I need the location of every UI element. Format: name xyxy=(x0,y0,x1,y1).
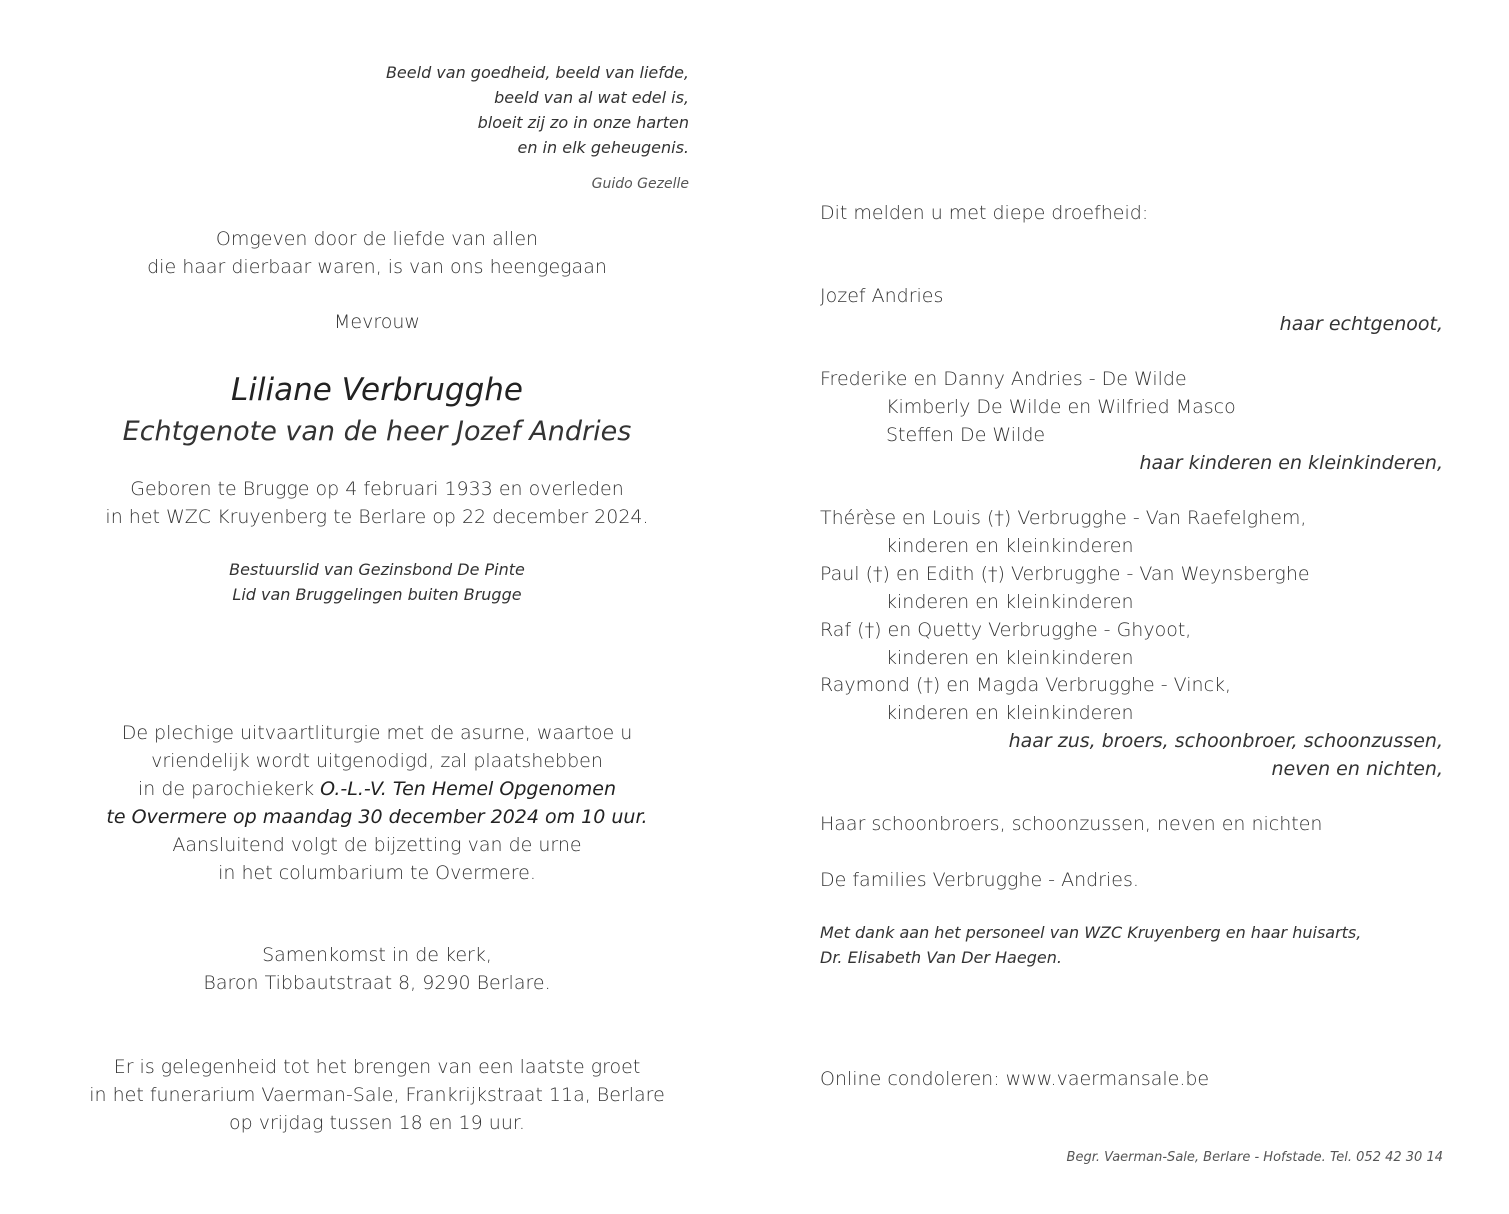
church-name: O.-L.-V. Ten Hemel Opgenomen xyxy=(320,778,617,800)
sibling-2-sub: kinderen en kleinkinderen xyxy=(886,591,1134,613)
child-line: Frederike en Danny Andries - De Wilde xyxy=(820,368,1187,390)
membership-line-1: Bestuurslid van Gezinsbond De Pinte xyxy=(229,560,525,579)
intro-title: Mevrouw xyxy=(334,311,420,333)
siblings-role-2: neven en nichten, xyxy=(1271,758,1443,780)
funeral-line-1: De plechige uitvaartliturgie met de asurne, waartoe u xyxy=(121,722,633,744)
funeral-line-3 xyxy=(138,780,616,799)
funeral-line-5: Aansluitend volgt de bijzetting van de urne xyxy=(172,834,582,856)
membership-line-2: Lid van Bruggelingen buiten Brugge xyxy=(232,585,522,604)
sibling-1-sub: kinderen en kleinkinderen xyxy=(886,535,1134,557)
sibling-1: Thérèse en Louis (†) Verbrugghe - Van Raefelghem, xyxy=(820,507,1307,529)
farewell-line-2: in het funerarium Vaerman-Sale, Frankrijkstraat 11a, Berlare xyxy=(89,1084,665,1106)
intro-line-1: Omgeven door de liefde van allen xyxy=(215,228,539,250)
sibling-3-sub: kinderen en kleinkinderen xyxy=(886,647,1134,669)
announce-line: Dit melden u met diepe droefheid: xyxy=(820,202,1149,224)
poem-line-3: bloeit zij zo in onze harten xyxy=(477,113,689,132)
grandchild-2: Steffen De Wilde xyxy=(886,424,1046,446)
birth-death-line-1: Geboren te Brugge op 4 februari 1933 en overleden xyxy=(130,478,624,500)
birth-death-line-2: in het WZC Kruyenberg te Berlare op 22 december 2024. xyxy=(105,506,649,528)
funeral-line-6: in het columbarium te Overmere. xyxy=(218,862,536,884)
intro-line-2: die haar dierbaar waren, is van ons heengegaan xyxy=(147,256,607,278)
footer-undertaker: Begr. Vaerman-Sale, Berlare - Hofstade. Tel. 052 42 30 14 xyxy=(1066,1150,1443,1165)
thanks-line-2: Dr. Elisabeth Van Der Haegen. xyxy=(820,948,1062,967)
families-line: De families Verbrugghe - Andries. xyxy=(820,869,1139,891)
husband-role: haar echtgenoot, xyxy=(1279,313,1443,335)
thanks-line-1: Met dank aan het personeel van WZC Kruyenberg en haar huisarts, xyxy=(820,923,1362,942)
farewell-line-1: Er is gelegenheid tot het brengen van een laatste groet xyxy=(113,1056,641,1078)
poem-line-1: Beeld van goedheid, beeld van liefde, xyxy=(385,63,689,82)
funeral-line-4: te Overmere op maandag 30 december 2024 om 10 uur. xyxy=(106,806,648,828)
sibling-4: Raymond (†) en Magda Verbrugghe - Vinck, xyxy=(820,674,1232,696)
sibling-4-sub: kinderen en kleinkinderen xyxy=(886,702,1134,724)
online-condolence: Online condoleren: www.vaermansale.be xyxy=(820,1068,1210,1090)
farewell-line-3: op vrijdag tussen 18 en 19 uur. xyxy=(229,1112,525,1134)
inlaws-line: Haar schoonbroers, schoonzussen, neven en nichten xyxy=(820,813,1323,835)
deceased-name: Liliane Verbrugghe xyxy=(230,372,524,408)
poem-line-4: en in elk geheugenis. xyxy=(517,138,689,157)
sibling-3: Raf (†) en Quetty Verbrugghe - Ghyoot, xyxy=(820,619,1192,641)
meeting-line-2: Baron Tibbautstraat 8, 9290 Berlare. xyxy=(203,972,551,994)
meeting-line-1: Samenkomst in de kerk, xyxy=(262,944,492,966)
husband-name: Jozef Andries xyxy=(820,285,944,307)
children-role: haar kinderen en kleinkinderen, xyxy=(1139,452,1443,474)
poem-author: Guido Gezelle xyxy=(591,176,689,192)
grandchild-1: Kimberly De Wilde en Wilfried Masco xyxy=(886,396,1236,418)
poem-line-2: beeld van al wat edel is, xyxy=(494,88,689,107)
sibling-2: Paul (†) en Edith (†) Verbrugghe - Van Weynsberghe xyxy=(820,563,1310,585)
siblings-role-1: haar zus, broers, schoonbroer, schoonzussen, xyxy=(1008,730,1443,752)
deceased-spouse-line: Echtgenote van de heer Jozef Andries xyxy=(122,416,632,447)
funeral-line-3-prefix: in de parochiekerk xyxy=(137,778,321,800)
funeral-line-2: vriendelijk wordt uitgenodigd, zal plaatshebben xyxy=(151,750,603,772)
